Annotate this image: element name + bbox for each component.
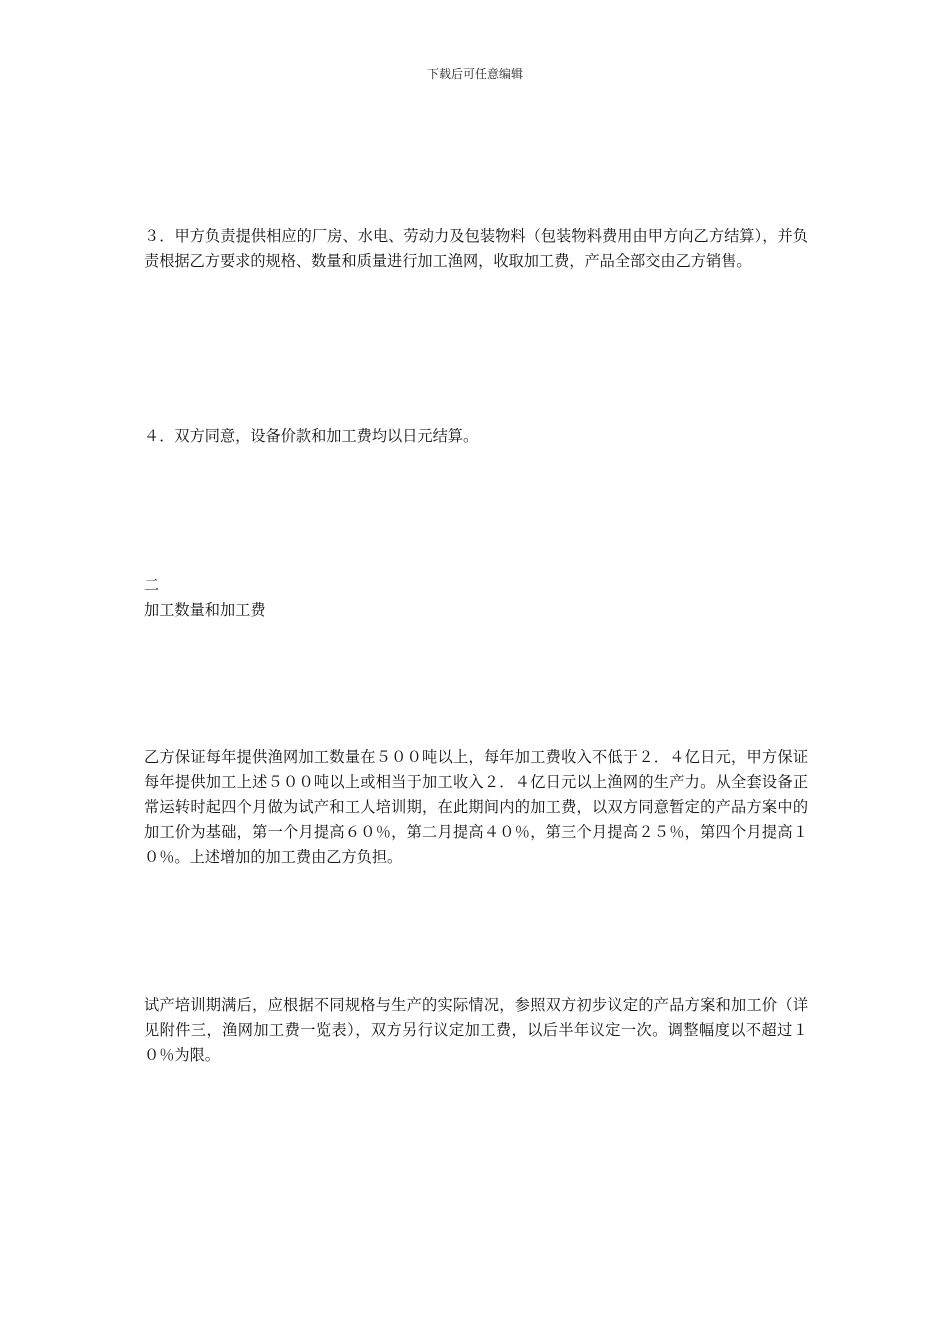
section-number: 二: [144, 576, 160, 594]
processing-quantity-paragraph: 乙方保证每年提供渔网加工数量在５００吨以上，每年加工费收入不低于２．４亿日元，甲方保证每年提供加工上述５００吨以上或相当于加工收入２．４亿日元以上渔网的生产力。从全套设备正常运转时起四个月做为试产和工人培训期，在此期间内的加工费，以双方同意暂定的产品方案中的加工价为基础，第一个月提高６０％，第二月提高４０％，第三个月提高２５％，第四个月提高１０％。上述增加的加工费由乙方负担。: [144, 748, 808, 866]
download-note: 下载后可任意编辑: [426, 67, 523, 81]
section-title: 加工数量和加工费: [144, 601, 266, 619]
fee-adjustment-paragraph: 试产培训期满后，应根据不同规格与生产的实际情况，参照双方初步议定的产品方案和加工价（详见附件三，渔网加工费一览表），双方另行议定加工费，以后半年议定一次。调整幅度以不超过１０％为限。: [144, 996, 808, 1064]
clause-3-paragraph: ３．甲方负责提供相应的厂房、水电、劳动力及包装物料（包装物料费用由甲方向乙方结算），并负责根据乙方要求的规格、数量和质量进行加工渔网，收取加工费，产品全部交由乙方销售。: [144, 227, 808, 270]
clause-4-paragraph: ４．双方同意，设备价款和加工费均以日元结算。: [144, 427, 479, 445]
